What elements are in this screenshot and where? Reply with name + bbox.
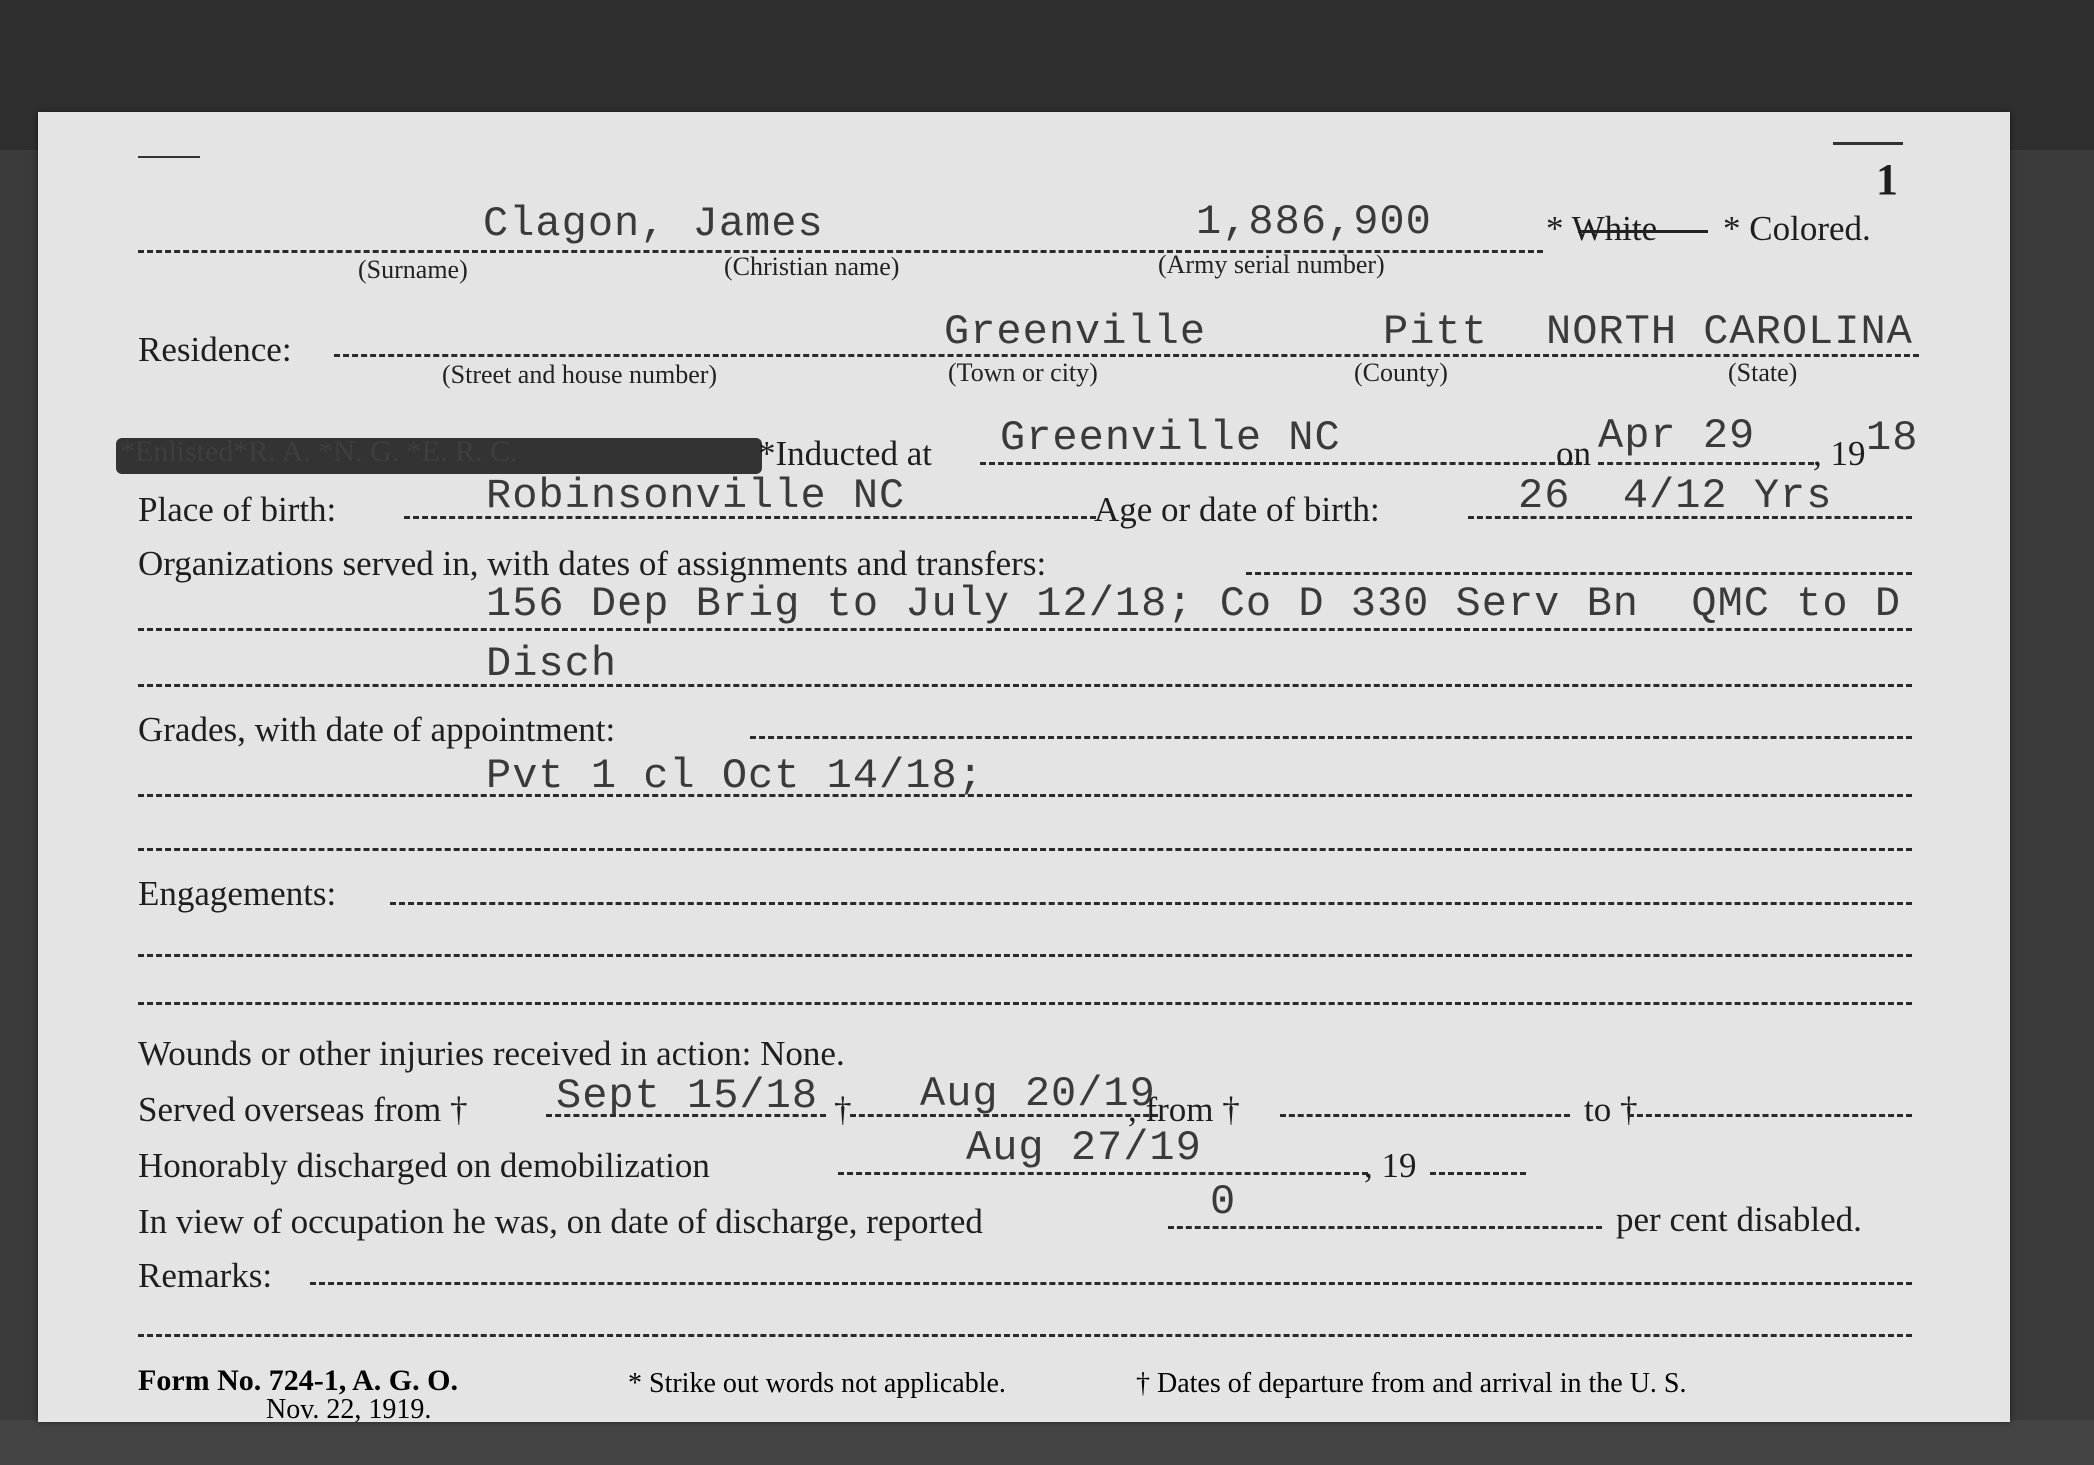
age-label: Age or date of birth:	[1094, 490, 1380, 529]
discharge-date-typed: Aug 27/19	[966, 1124, 1202, 1172]
page-number: 1	[1876, 155, 1898, 204]
overseas-to2-line	[1628, 1114, 1912, 1117]
serial-typed: 1,886,900	[1196, 198, 1432, 246]
state-caption: (State)	[1728, 358, 1798, 387]
overseas-from-typed: Sept 15/18	[556, 1072, 819, 1120]
overseas-to-typed: Aug 20/19	[920, 1070, 1156, 1118]
background-bottom	[0, 1420, 2094, 1465]
service-record-card	[38, 112, 2010, 1425]
overseas-from2-label: , from †	[1128, 1090, 1240, 1129]
organizations-line-1	[138, 628, 1912, 631]
race-white-text: * White	[1546, 209, 1658, 248]
name-typed: Clagon, James	[483, 200, 824, 248]
race-colored: * Colored.	[1723, 209, 1871, 248]
inducted-date-line	[1598, 462, 1814, 465]
overseas-dagger: †	[834, 1090, 852, 1129]
street-caption: (Street and house number)	[442, 360, 718, 389]
grades-line1-typed: Pvt 1 cl Oct 14/18;	[486, 752, 984, 800]
grades-line-0	[750, 736, 1912, 739]
age-typed: 26 4/12 Yrs	[1518, 472, 1833, 520]
remarks-line-1	[138, 1334, 1912, 1337]
top-left-rule	[138, 156, 200, 158]
christian-caption: (Christian name)	[724, 252, 900, 281]
engagements-line-0	[390, 902, 1912, 905]
wounds-label: Wounds or other injuries received in action: None.	[138, 1034, 845, 1073]
organizations-line-2	[138, 684, 1912, 687]
inducted-date-typed: Apr 29	[1598, 412, 1756, 460]
engagements-line-2	[138, 1002, 1912, 1005]
organizations-line-0	[1246, 572, 1912, 575]
disability-label: In view of occupation he was, on date of discharge, reported	[138, 1202, 983, 1241]
form-number: Form No. 724-1, A. G. O.	[138, 1364, 458, 1397]
residence-label: Residence:	[138, 330, 292, 369]
grades-line-1	[138, 794, 1912, 797]
discharge-year-prefix: , 19	[1364, 1146, 1417, 1185]
disability-value-typed: 0	[1210, 1178, 1237, 1226]
inducted-place-typed: Greenville NC	[1000, 414, 1341, 462]
serial-caption: (Army serial number)	[1158, 250, 1385, 279]
state-typed: NORTH CAROLINA	[1546, 308, 1913, 356]
remarks-label: Remarks:	[138, 1256, 273, 1295]
discharge-year-line	[1430, 1172, 1526, 1175]
county-typed: Pitt	[1383, 308, 1488, 356]
birth-place-label: Place of birth:	[138, 490, 337, 529]
age-line	[1468, 516, 1912, 519]
disability-suffix: per cent disabled.	[1616, 1200, 1862, 1239]
overseas-to2-label: to †	[1584, 1090, 1638, 1129]
grades-line-2	[138, 848, 1912, 851]
on-label: on	[1556, 434, 1591, 473]
town-caption: (Town or city)	[948, 358, 1098, 387]
overseas-from-line	[546, 1114, 826, 1117]
overseas-label: Served overseas from †	[138, 1090, 468, 1129]
overseas-to-line	[850, 1114, 1158, 1117]
inducted-year-typed: 18	[1866, 414, 1919, 462]
strike-note: * Strike out words not applicable.	[628, 1368, 1006, 1399]
engagements-line-1	[138, 954, 1912, 957]
birth-place-typed: Robinsonville NC	[486, 472, 906, 520]
dagger-note: † Dates of departure from and arrival in the U. S.	[1136, 1368, 1687, 1399]
town-typed: Greenville	[944, 308, 1207, 356]
top-right-rule	[1833, 142, 1903, 145]
organizations-label: Organizations served in, with dates of assignments and transfers:	[138, 544, 1047, 583]
organizations-line2-typed: Disch	[486, 640, 618, 688]
enlisted-struck-text: *Enlisted*R. A. *N. G. *E. R. C.	[120, 435, 518, 468]
surname-caption: (Surname)	[358, 255, 468, 284]
engagements-label: Engagements:	[138, 874, 337, 913]
birth-place-line	[404, 516, 1096, 519]
overseas-from2-line	[1280, 1114, 1570, 1117]
form-date: Nov. 22, 1919.	[266, 1394, 432, 1425]
organizations-line1-typed: 156 Dep Brig to July 12/18; Co D 330 Serv Bn QMC to D	[486, 580, 1902, 628]
inducted-label: *Inducted at	[758, 434, 932, 473]
race-white-strikeline	[1578, 230, 1708, 233]
county-caption: (County)	[1354, 358, 1448, 387]
inducted-place-line	[980, 462, 1582, 465]
discharge-label: Honorably discharged on demobilization	[138, 1146, 710, 1185]
grades-label: Grades, with date of appointment:	[138, 710, 616, 749]
disability-line	[1168, 1226, 1602, 1229]
race-white-struck	[1546, 209, 1657, 249]
residence-line	[334, 354, 1919, 357]
remarks-line-0	[310, 1282, 1912, 1285]
inducted-year-prefix: , 19	[1813, 434, 1866, 473]
discharge-date-line	[838, 1172, 1368, 1175]
